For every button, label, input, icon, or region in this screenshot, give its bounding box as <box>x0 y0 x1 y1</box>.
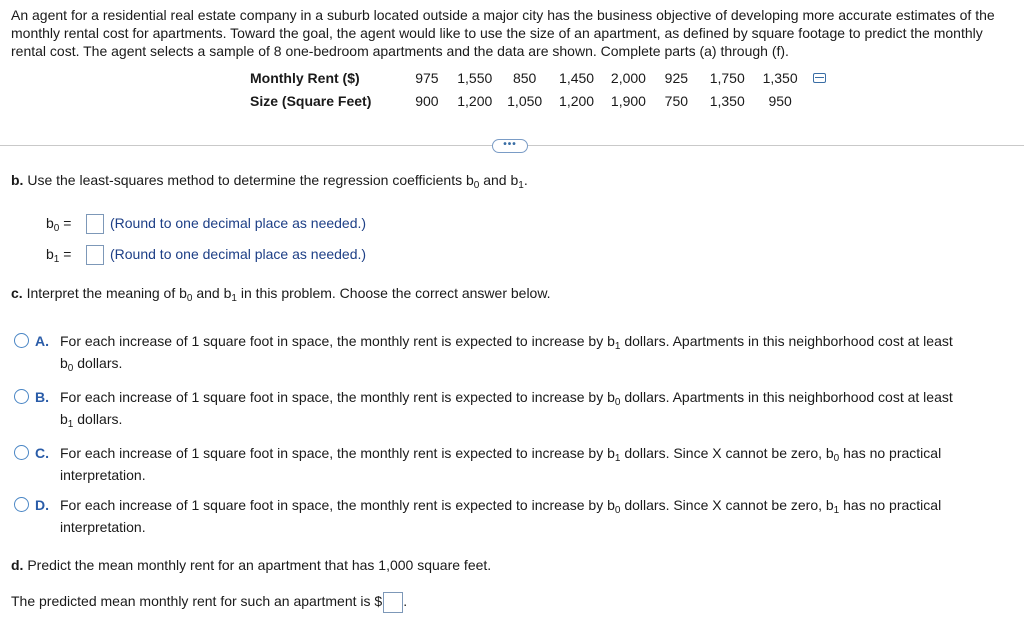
b0-answer-row <box>46 213 366 233</box>
option-text: For each increase of 1 square foot in space, the monthly rent is expected to increase by $b_1$ dollars. Apartments in this neighborhood cost at least $b_0$ dollars. <box>60 333 953 374</box>
rent-cell: 850 <box>512 70 537 86</box>
radio-button[interactable] <box>14 333 29 348</box>
option-d[interactable] <box>14 494 1004 538</box>
part-b-question <box>11 172 528 191</box>
size-cell: 1,350 <box>709 93 745 109</box>
problem-statement: An agent for a residential real estate company in a suburb located outside a major city has the business objective of developing more accurate estimates of the monthly rental cost for apartments. Toward the goal, the agent would like to use the size of an apartment, as defined by square footage to predict the monthly rental cost. The agent selects a sample of 8 one-bedroom apartments and the data are shown. Complete parts (a) through (f). <box>11 7 995 59</box>
rent-label: Monthly Rent ($) <box>250 70 360 86</box>
copy-data-icon[interactable] <box>813 73 826 83</box>
b1-answer-row <box>46 244 366 264</box>
part-d-label: d. <box>11 557 24 573</box>
radio-button[interactable] <box>14 389 29 404</box>
table-row-size <box>250 92 803 110</box>
table-row-rent <box>250 69 826 87</box>
rent-cell: 1,350 <box>762 70 798 86</box>
b1-input[interactable] <box>86 245 104 265</box>
rent-cell: 1,550 <box>457 70 493 86</box>
option-b[interactable] <box>14 386 1004 430</box>
period: . <box>403 593 408 610</box>
size-cell: 1,200 <box>559 93 595 109</box>
size-label: Size (Square Feet) <box>250 93 372 109</box>
size-cell: 900 <box>415 93 439 109</box>
option-c[interactable] <box>14 442 1004 486</box>
option-text: For each increase of 1 square foot in space, the monthly rent is expected to increase by $b_0$ dollars. Since X cannot be zero, $b_1$ has no practical interpretation. <box>60 497 942 535</box>
rent-cell: 975 <box>415 70 439 86</box>
part-b-label: b. <box>11 172 24 188</box>
predicted-rent-label: The predicted mean monthly rent for such an apartment is $ <box>11 593 383 610</box>
part-c-label: c. <box>11 285 23 301</box>
part-c-question <box>11 285 551 304</box>
size-cell: 1,900 <box>610 93 646 109</box>
option-letter: D. <box>35 497 49 513</box>
part-d-question <box>11 557 491 573</box>
option-text: For each increase of 1 square foot in space, the monthly rent is expected to increase by $b_1$ dollars. Since X cannot be zero, $b_0$ has no practical interpretation. <box>60 445 942 483</box>
round-hint: (Round to one decimal place as needed.) <box>110 246 367 262</box>
rent-cell: 2,000 <box>610 70 646 86</box>
part-c-text: Interpret the meaning of $b_0$ and $b_1$ in this problem. Choose the correct answer below. <box>26 285 551 304</box>
rent-cell: 1,750 <box>709 70 745 86</box>
rent-cell: 925 <box>664 70 689 86</box>
option-letter: C. <box>35 445 49 461</box>
radio-button[interactable] <box>14 445 29 460</box>
size-cell: 1,200 <box>457 93 493 109</box>
option-letter: B. <box>35 389 49 405</box>
size-cell: 750 <box>664 93 689 109</box>
size-cell: 1,050 <box>507 93 543 109</box>
b1-label: $b_1$ = <box>46 246 72 265</box>
option-a[interactable] <box>14 330 1004 374</box>
predicted-rent-input[interactable] <box>383 592 403 613</box>
rent-cell: 1,450 <box>559 70 595 86</box>
more-button[interactable]: ••• <box>492 139 528 153</box>
predicted-rent-row <box>11 592 407 613</box>
radio-button[interactable] <box>14 497 29 512</box>
size-cell: 950 <box>768 93 792 109</box>
part-b-text: Use the least-squares method to determine the regression coefficients $b_0$ and $b_1$. <box>27 172 528 191</box>
b0-label: $b_0$ = <box>46 215 72 234</box>
option-letter: A. <box>35 333 49 349</box>
option-text: For each increase of 1 square foot in space, the monthly rent is expected to increase by $b_0$ dollars. Apartments in this neighborhood cost at least $b_1$ dollars. <box>60 389 953 430</box>
round-hint: (Round to one decimal place as needed.) <box>110 215 367 231</box>
b0-input[interactable] <box>86 214 104 234</box>
part-d-text: Predict the mean monthly rent for an apartment that has 1,000 square feet. <box>27 557 492 573</box>
